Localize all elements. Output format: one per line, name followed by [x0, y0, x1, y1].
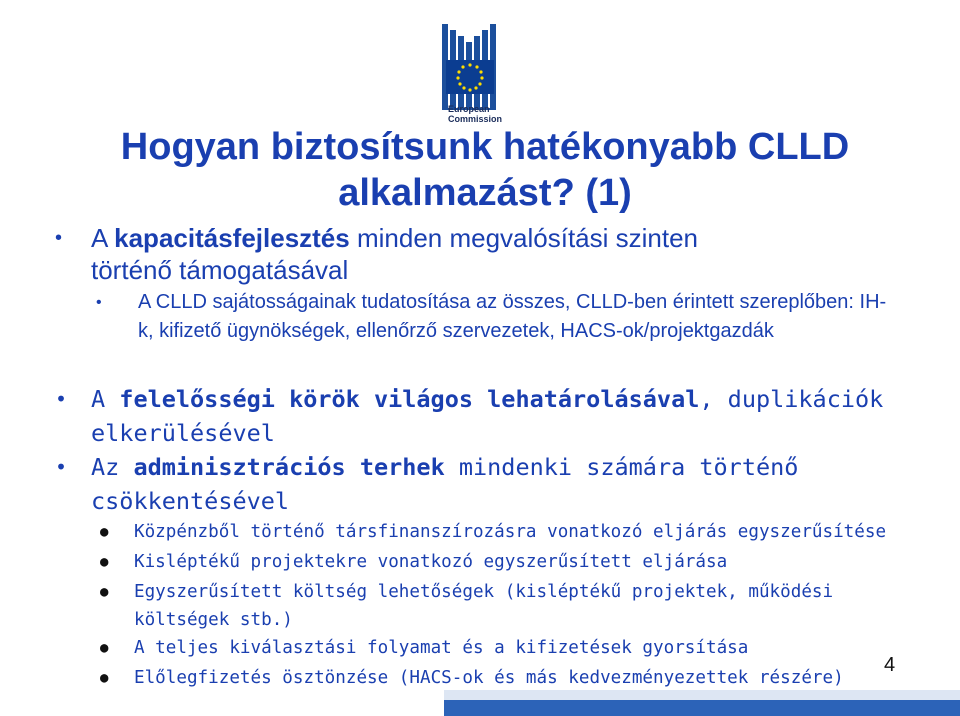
bullet-bold-text: kapacitásfejlesztés	[114, 223, 350, 253]
bullet-bold-text: adminisztrációs terhek	[133, 453, 445, 481]
bullet-dot-icon: ●	[100, 584, 109, 600]
bullet-dot-icon: ●	[100, 554, 109, 570]
bullet-text: A	[91, 385, 120, 413]
sub-bullet-text: Kisléptékű projektekre vonatkozó egyszerűsített eljárása	[134, 552, 728, 572]
bullet-dot-icon: •	[55, 455, 68, 479]
bullet-dot-icon: ●	[100, 670, 109, 686]
sub-bullet-text: Közpénzből történő társfinanszírozásra vonatkozó eljárás egyszerűsítése	[134, 522, 887, 542]
bullet-dot-icon: ●	[100, 524, 109, 540]
bullet-dot-icon: •	[55, 387, 68, 411]
footer-band	[444, 700, 960, 716]
bullet-bold-text: felelősségi körök világos lehatárolásával	[119, 385, 700, 413]
sub-bullet-advance-payment	[100, 664, 900, 692]
bullet-text: Az	[91, 453, 134, 481]
bullet-text: , duplikációk	[699, 385, 884, 413]
bullet-text-line2: csökkentésével	[91, 487, 290, 515]
bullet-capacity-building	[55, 222, 915, 286]
bullet-text-line2: elkerülésével	[91, 419, 275, 447]
sub-bullet-text: Egyszerűsített költség lehetőségek (kisléptékű projektek, működési	[134, 582, 834, 602]
sub-bullet-text-line2: költségek stb.)	[134, 610, 293, 630]
page-number: 4	[884, 654, 896, 676]
slide-title	[60, 124, 910, 216]
bullet-text-line2: történő támogatásával	[91, 255, 349, 285]
sub-bullet-small-projects	[100, 548, 900, 576]
sub-bullet-simplified-costs	[100, 578, 900, 634]
sub-bullet-acceleration	[100, 634, 900, 662]
sub-bullet-cofinancing	[100, 518, 900, 546]
sub-bullet-text: A CLLD sajátosságainak tudatosítása az összes, CLLD-ben érintett szereplőben: IH-k, kifizető ügynökségek, ellenőrző szervezetek, HACS-ok/projektgazdák	[138, 291, 887, 342]
bullet-text: A	[91, 223, 115, 253]
logo-caption-line1: European	[448, 104, 490, 114]
sub-bullet-text: Előlegfizetés ösztönzése (HACS-ok és más kedvezményezettek részére)	[134, 668, 844, 688]
bullet-responsibilities	[55, 382, 915, 450]
logo-caption-line2: Commission	[448, 114, 503, 124]
bullet-text: mindenki számára történő	[444, 453, 799, 481]
bullet-dot-icon: ●	[100, 640, 109, 656]
title-line1: Hogyan biztosítsunk hatékonyabb CLLD	[120, 126, 850, 168]
title-line2: alkalmazást? (1)	[338, 172, 632, 214]
logo-caption	[448, 104, 518, 124]
sub-bullet-text: A teljes kiválasztási folyamat és a kifizetések gyorsítása	[134, 638, 749, 658]
bullet-administrative-burden	[55, 450, 915, 518]
sub-bullet-awareness	[96, 288, 896, 346]
bullet-dot-icon: •	[96, 294, 102, 311]
bullet-text: minden megvalósítási szinten	[349, 223, 699, 253]
footer-band-light	[444, 690, 960, 700]
bullet-dot-icon: •	[55, 227, 63, 249]
